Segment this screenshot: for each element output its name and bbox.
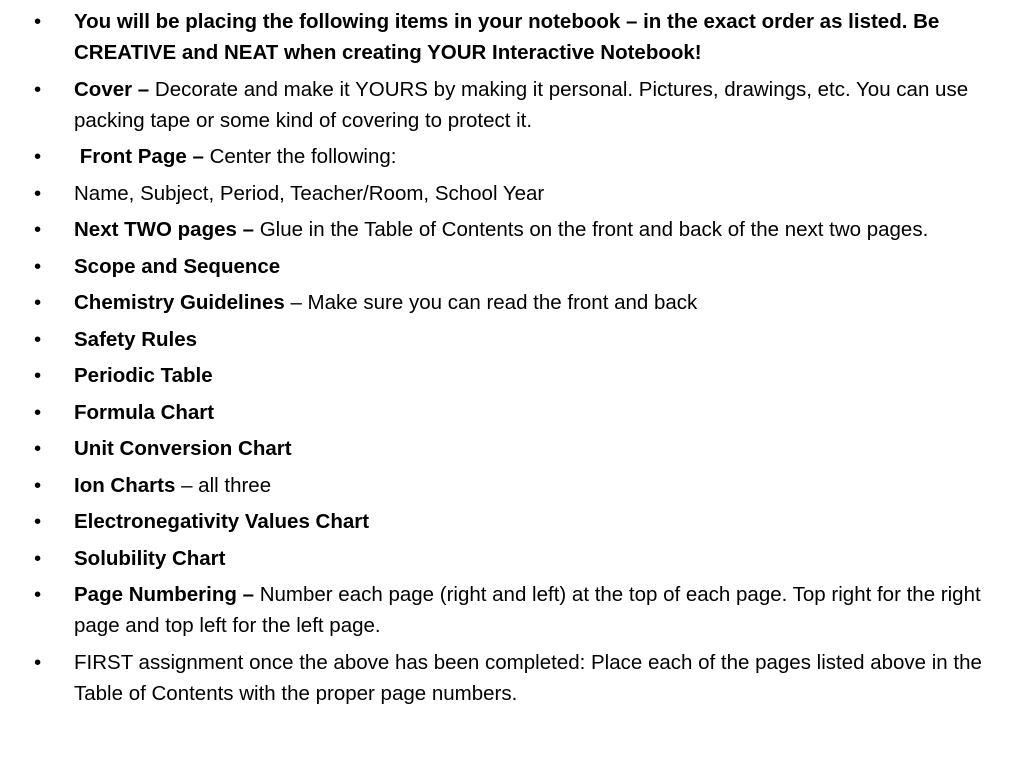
item-bold-text: Cover – — [74, 77, 155, 101]
list-item — [30, 214, 994, 245]
item-bold-text: Ion Charts — [74, 473, 176, 497]
item-text: Name, Subject, Period, Teacher/Room, School Year — [74, 181, 545, 205]
item-text: Decorate and make it YOURS by making it personal. Pictures, drawings, etc. You can use packing tape or some kind of covering to protect it. — [74, 77, 969, 132]
bullet-icon: • — [34, 327, 42, 351]
bullet-icon: • — [34, 364, 42, 387]
item-bold-text: Periodic Table — [74, 364, 213, 387]
bullet-icon: • — [34, 218, 42, 241]
list-item — [30, 506, 994, 537]
item-text: Center the following: — [209, 145, 397, 168]
bullet-icon: • — [34, 181, 42, 205]
list-item — [30, 251, 994, 282]
list-item — [30, 543, 994, 574]
bullet-icon: • — [34, 650, 42, 674]
item-bold-text: Front Page – — [74, 145, 210, 168]
item-bold-text: Page Numbering – — [74, 583, 260, 606]
list-item — [30, 397, 994, 428]
list-item — [30, 324, 994, 355]
item-bold-text: Chemistry Guidelines — [74, 291, 285, 314]
item-bold-text: Next TWO pages – — [74, 218, 260, 241]
item-text: Number each page (right and left) at the top of each page. Top right for the right page and top left for the left page. — [74, 583, 981, 637]
bullet-icon: • — [34, 473, 42, 497]
bullet-icon: • — [34, 437, 42, 460]
bullet-icon: • — [34, 583, 42, 606]
item-bold-text: Solubility Chart — [74, 546, 226, 570]
item-bold-text: Electronegativity Values Chart — [74, 510, 370, 533]
item-text: FIRST assignment once the above has been completed: Place each of the pages listed above in the Table of Contents with the proper page numbers. — [74, 650, 982, 705]
list-item — [30, 360, 994, 391]
bullet-icon: • — [34, 145, 42, 168]
list-item — [30, 647, 994, 709]
list-item — [30, 6, 994, 68]
bullet-icon: • — [34, 77, 42, 101]
instruction-list — [30, 6, 994, 709]
bullet-icon: • — [34, 291, 42, 314]
list-item — [30, 141, 994, 172]
list-item — [30, 579, 994, 641]
list-item — [30, 178, 994, 209]
list-item — [30, 470, 994, 501]
list-item — [30, 74, 994, 136]
bullet-icon: • — [34, 400, 42, 424]
item-text: Glue in the Table of Contents on the front and back of the next two pages. — [259, 218, 929, 241]
item-bold-text: You will be placing the following items in your notebook – in the exact order as listed. Be CREATIVE and NEAT when creating YOUR Interactive Notebook! — [74, 10, 940, 64]
item-bold-text: Safety Rules — [74, 327, 198, 351]
item-text: – Make sure you can read the front and back — [284, 291, 698, 314]
list-item — [30, 287, 994, 318]
item-text: – all three — [175, 473, 272, 497]
item-bold-text: Formula Chart — [74, 400, 215, 424]
bullet-icon: • — [34, 10, 42, 33]
item-bold-text: Scope and Sequence — [74, 254, 281, 278]
bullet-icon: • — [34, 254, 42, 278]
bullet-icon: • — [34, 510, 42, 533]
item-bold-text: Unit Conversion Chart — [74, 437, 292, 460]
bullet-icon: • — [34, 546, 42, 570]
list-item — [30, 433, 994, 464]
